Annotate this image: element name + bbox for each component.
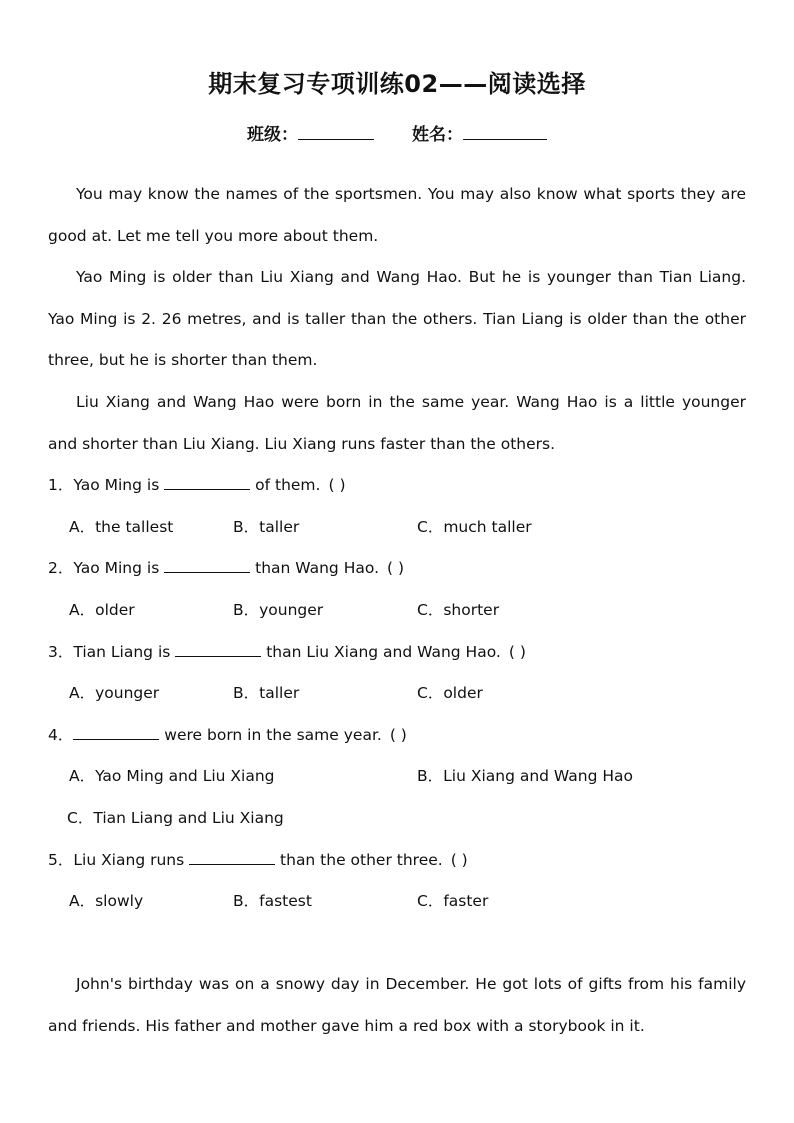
worksheet-content bbox=[48, 174, 746, 1047]
question-text-after: than Wang Hao. bbox=[250, 559, 379, 578]
option-c[interactable]: C．older bbox=[417, 684, 483, 703]
answer-blank[interactable] bbox=[164, 474, 250, 490]
option-b[interactable]: B．younger bbox=[233, 600, 324, 619]
question-4 bbox=[48, 715, 746, 757]
option-b[interactable]: B．Liu Xiang and Wang Hao bbox=[417, 767, 633, 786]
name-field bbox=[412, 120, 547, 145]
answer-blank[interactable] bbox=[73, 724, 159, 740]
option-c[interactable]: C．much taller bbox=[417, 517, 532, 536]
option-a[interactable]: A．Yao Ming and Liu Xiang bbox=[69, 767, 275, 786]
class-label: 班级： bbox=[247, 125, 299, 145]
passage1-paragraph-1: You may know the names of the sportsmen. You may also know what sports they are good at. Let me tell you more about them. bbox=[48, 185, 746, 245]
answer-parentheses[interactable]: ( ) bbox=[389, 725, 407, 744]
option-b[interactable]: B．taller bbox=[233, 517, 300, 536]
option-b[interactable]: B．fastest bbox=[233, 892, 312, 911]
answer-parentheses[interactable]: ( ) bbox=[508, 642, 526, 661]
option-a[interactable]: A．the tallest bbox=[69, 517, 174, 536]
passage1-paragraph-2: Yao Ming is older than Liu Xiang and Wang Hao. But he is younger than Tian Liang. Yao Ming is 2. 26 metres, and is taller than the others. Tian Liang is older than the other three, but he is shorter than them. bbox=[48, 268, 746, 370]
answer-blank[interactable] bbox=[164, 557, 250, 573]
option-a[interactable]: A．younger bbox=[69, 684, 160, 703]
question-number: 5． bbox=[48, 850, 74, 869]
option-c[interactable]: C．faster bbox=[417, 892, 489, 911]
question-number: 4． bbox=[48, 725, 74, 744]
question-text-before: Yao Ming is bbox=[73, 559, 165, 578]
question-3-options bbox=[48, 673, 746, 715]
question-number: 1． bbox=[48, 476, 74, 495]
question-4-options-row-2 bbox=[48, 798, 746, 840]
page-title: 期末复习专项训练02——阅读选择 bbox=[208, 70, 586, 98]
option-c[interactable]: C．shorter bbox=[417, 600, 500, 619]
question-2 bbox=[48, 548, 746, 590]
question-text-after: were born in the same year. bbox=[159, 725, 382, 744]
student-info-row bbox=[0, 120, 794, 145]
option-a[interactable]: A．slowly bbox=[69, 892, 144, 911]
question-1 bbox=[48, 465, 746, 507]
option-c[interactable]: C．Tian Liang and Liu Xiang bbox=[67, 808, 284, 827]
name-label: 姓名： bbox=[411, 125, 463, 145]
passage2-paragraph: John's birthday was on a snowy day in December. He got lots of gifts from his family and friends. His father and mother gave him a red box with a storybook in it. bbox=[48, 975, 746, 1035]
question-text-after: than Liu Xiang and Wang Hao. bbox=[261, 642, 501, 661]
question-text-before: Liu Xiang runs bbox=[73, 850, 190, 869]
class-blank[interactable] bbox=[298, 124, 374, 140]
answer-parentheses[interactable]: ( ) bbox=[450, 850, 468, 869]
question-5-options bbox=[48, 881, 746, 923]
answer-parentheses[interactable]: ( ) bbox=[387, 559, 405, 578]
question-2-options bbox=[48, 590, 746, 632]
class-field bbox=[247, 120, 374, 145]
question-3 bbox=[48, 632, 746, 674]
question-4-options bbox=[48, 756, 746, 798]
answer-blank[interactable] bbox=[189, 849, 275, 865]
name-blank[interactable] bbox=[463, 124, 547, 140]
question-text-before: Yao Ming is bbox=[73, 476, 165, 495]
answer-blank[interactable] bbox=[175, 641, 261, 657]
question-text-after: than the other three. bbox=[275, 850, 443, 869]
section-spacer bbox=[48, 923, 746, 965]
question-1-options bbox=[48, 507, 746, 549]
option-a[interactable]: A．older bbox=[69, 600, 135, 619]
question-number: 3． bbox=[48, 642, 74, 661]
answer-parentheses[interactable]: ( ) bbox=[328, 476, 346, 495]
question-number: 2． bbox=[48, 559, 74, 578]
question-text-after: of them. bbox=[250, 476, 321, 495]
passage1-paragraph-3: Liu Xiang and Wang Hao were born in the same year. Wang Hao is a little younger and shorter than Liu Xiang. Liu Xiang runs faster than the others. bbox=[48, 392, 746, 453]
question-5 bbox=[48, 840, 746, 882]
question-text-before: Tian Liang is bbox=[73, 642, 176, 661]
option-b[interactable]: B．taller bbox=[233, 684, 300, 703]
